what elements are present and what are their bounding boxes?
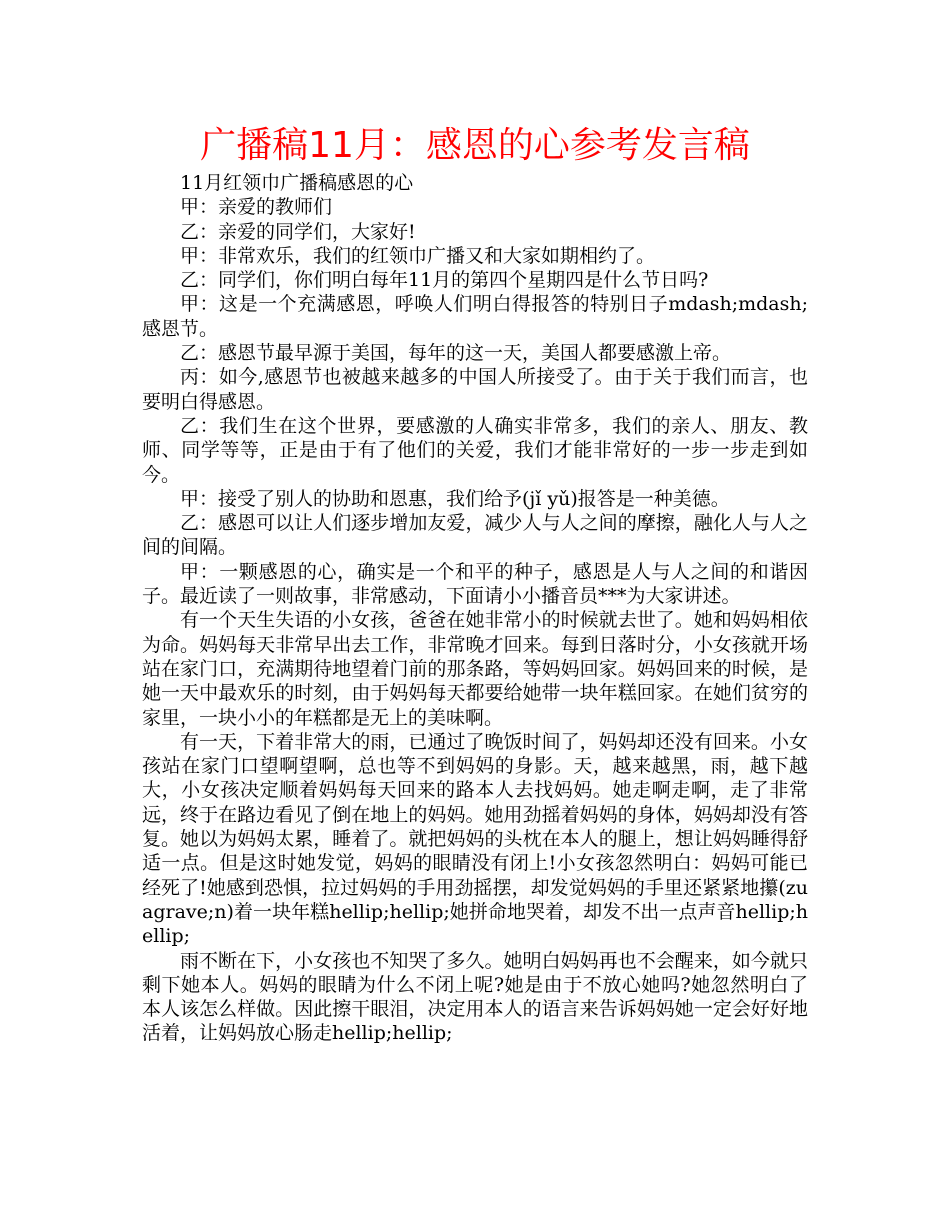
paragraph-gratitude-people: 乙：我们生在这个世界，要感激的人确实非常多，我们的亲人、朋友、教师、同学等等，正是由于有了他们的关爱，我们才能非常好的一步一步走到如今。 bbox=[142, 414, 808, 486]
paragraph-friendship: 乙：感恩可以让人们逐步增加友爱，减少人与人之间的摩擦，融化人与人之间的间隔。 bbox=[142, 512, 808, 559]
document-body bbox=[142, 171, 808, 1046]
paragraph-thanksgiving-intro: 甲：这是一个充满感恩，呼唤人们明白得报答的特别日子mdash;mdash;感恩节。 bbox=[142, 293, 808, 340]
paragraph-greeting-teachers: 甲：亲爱的教师们 bbox=[180, 196, 333, 219]
document-title: 广播稿11月：感恩的心参考发言稿 bbox=[200, 125, 750, 166]
paragraph-story-1: 有一个天生失语的小女孩，爸爸在她非常小的时候就去世了。她和妈妈相依为命。妈妈每天非常早出去工作，非常晚才回来。每到日落时分，小女孩就开场站在家门口，充满期待地望着门前的那条路，等妈妈回家。妈妈回来的时候，是她一天中最欢乐的时刻，由于妈妈每天都要给她带一块年糕回家。在她们贫穷的家里，一块小小的年糕都是无上的美味啊。 bbox=[142, 609, 808, 729]
paragraph-story-intro: 甲：一颗感恩的心，确实是一个和平的种子，感恩是人与人之间的和谐因子。最近读了一则故事，非常感动，下面请小小播音员***为大家讲述。 bbox=[142, 560, 808, 608]
paragraph-china: 丙：如今,感恩节也被越来越多的中国人所接受了。由于关于我们而言，也要明白得感恩。 bbox=[142, 366, 808, 413]
paragraph-story-3: 雨不断在下，小女孩也不知哭了多久。她明白妈妈再也不会醒来，如今就只剩下她本人。妈妈的眼睛为什么不闭上呢?她是由于不放心她吗?她忽然明白了本人该怎么样做。因此擦干眼泪，决定用本人的语言来告诉妈妈她一定会好好地活着，让妈妈放心肠走hellip;hellip; bbox=[142, 949, 808, 1045]
paragraph-intro-title: 11月红领巾广播稿感恩的心 bbox=[180, 172, 414, 194]
paragraph-story-2: 有一天，下着非常大的雨，已通过了晚饭时间了，妈妈却还没有回来。小女孩站在家门口望啊望啊，总也等不到妈妈的身影。天，越来越黑，雨，越下越大，小女孩决定顺着妈妈每天回来的路本人去找妈妈。她走啊走啊，走了非常远，终于在路边看见了倒在地上的妈妈。她用劲摇着妈妈的身体，妈妈却没有答复。她以为妈妈太累，睡着了。就把妈妈的头枕在本人的腿上，想让妈妈睡得舒适一点。但是这时她发觉，妈妈的眼睛没有闭上!小女孩忽然明白：妈妈可能已经死了!她感到恐惧，拉过妈妈的手用劲摇摆，却发觉妈妈的手里还紧紧地攥(zuagrave;n)着一块年糕hellip;hellip;她拼命地哭着，却发不出一点声音hellip;hellip; bbox=[142, 730, 808, 948]
paragraph-welcome: 甲：非常欢乐，我们的红领巾广播又和大家如期相约了。 bbox=[180, 244, 656, 267]
paragraph-origin: 乙：感恩节最早源于美国，每年的这一天，美国人都要感激上帝。 bbox=[180, 342, 732, 365]
paragraph-question: 乙：同学们，你们明白每年11月的第四个星期四是什么节日吗? bbox=[180, 269, 709, 292]
paragraph-virtue: 甲：接受了别人的协助和恩惠，我们给予(jǐ yǔ)报答是一种美德。 bbox=[180, 487, 730, 510]
paragraph-greeting-students: 乙：亲爱的同学们，大家好! bbox=[180, 220, 416, 243]
